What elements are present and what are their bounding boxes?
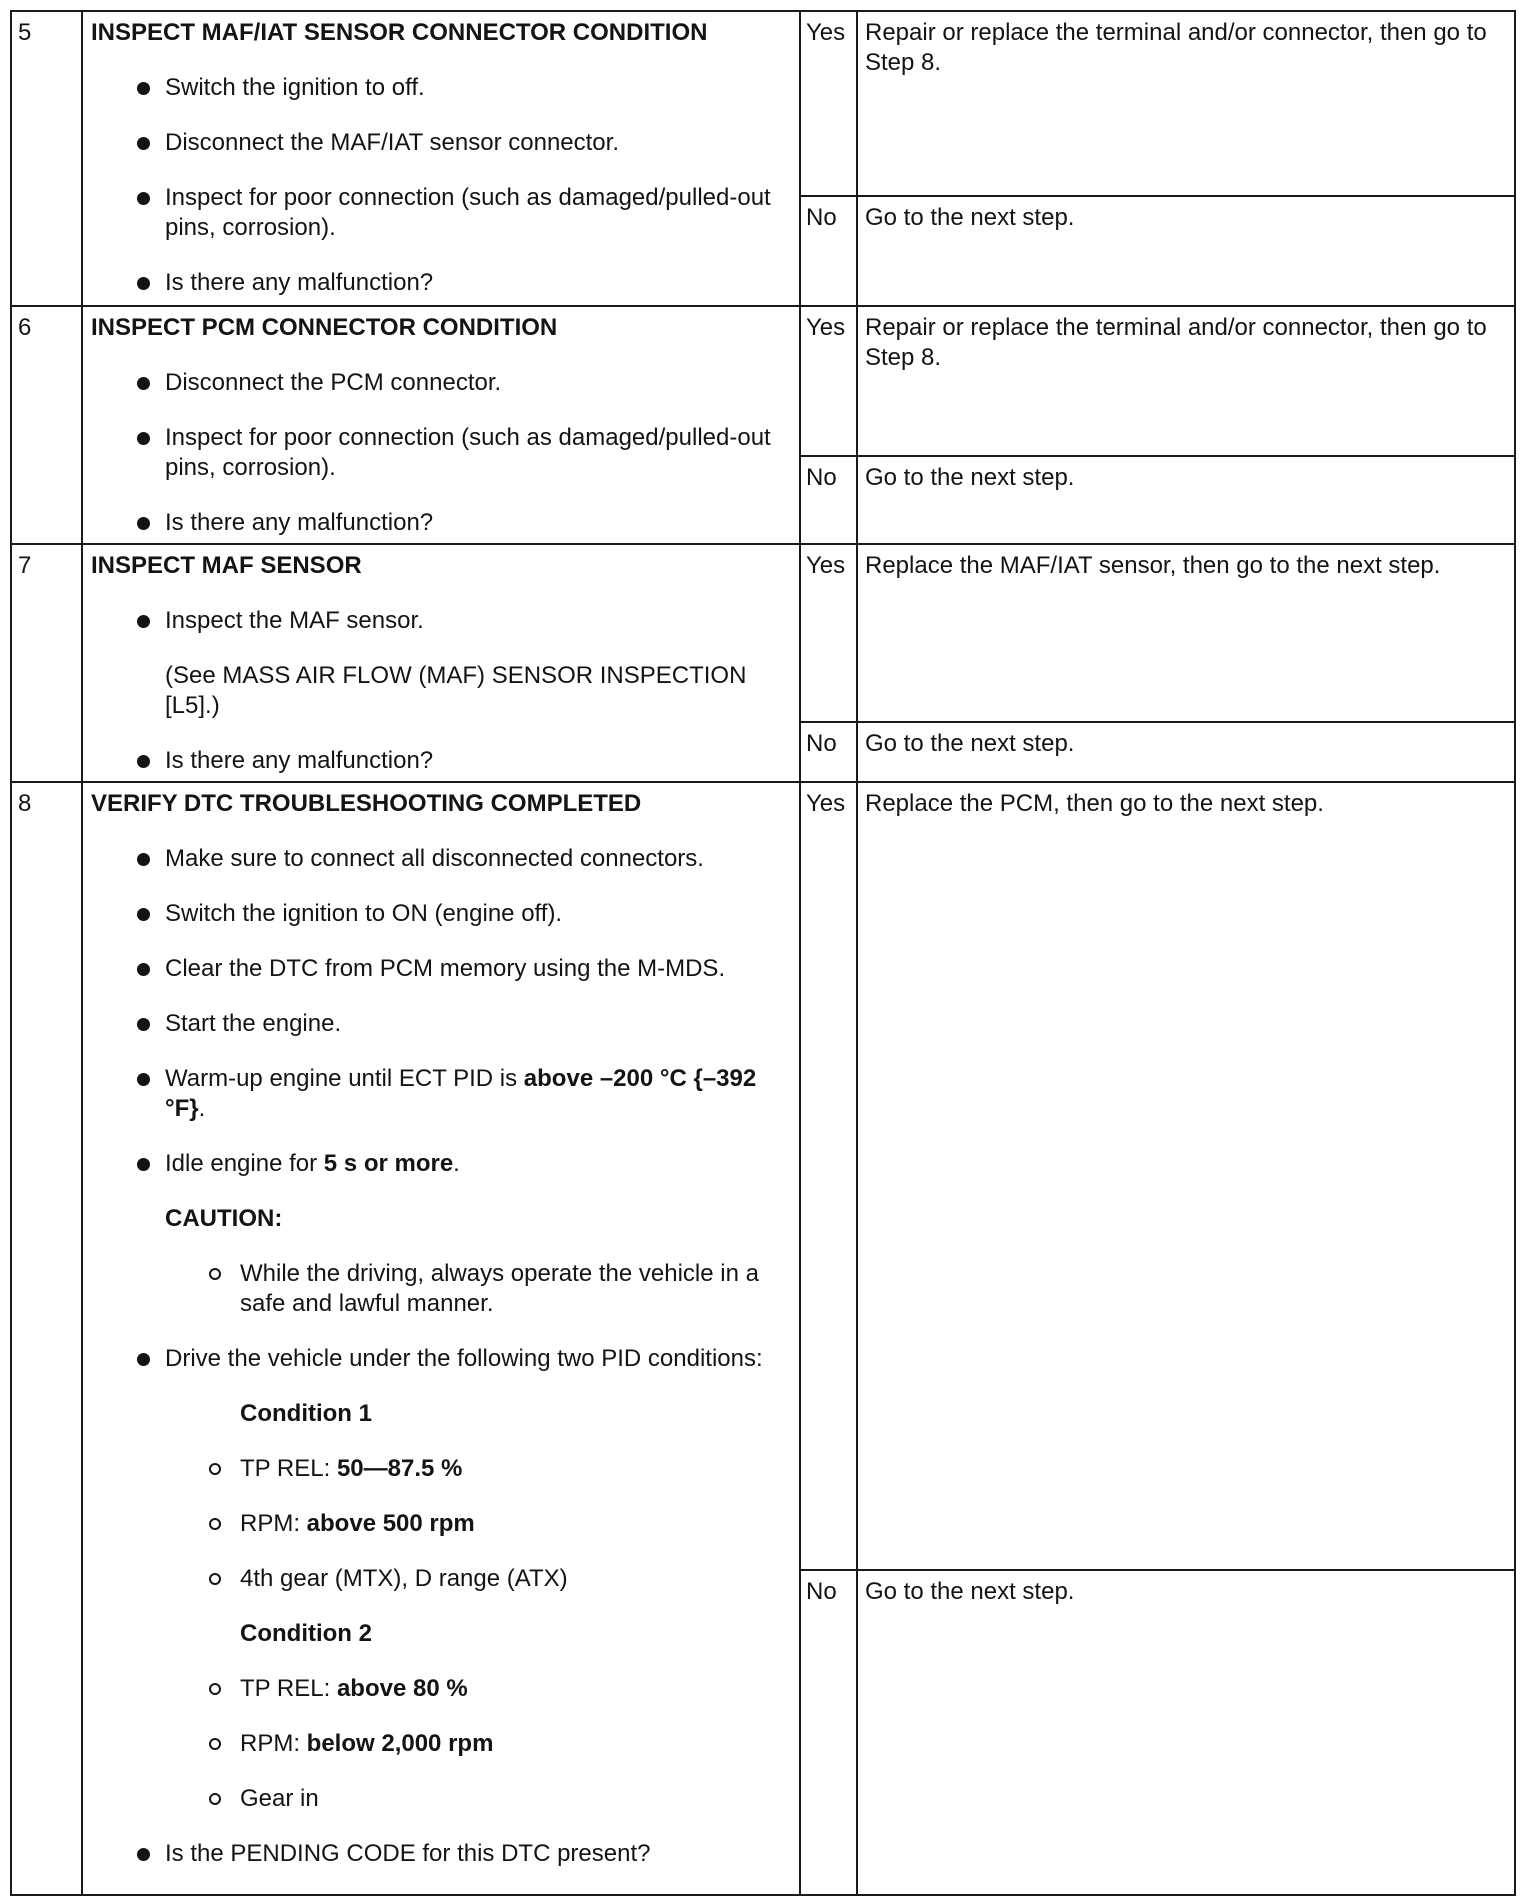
tp-rel-value: above 80 % <box>336 1675 468 1702</box>
condition-2-tp-rel <box>165 1674 789 1704</box>
step-title: INSPECT MAF/IAT SENSOR CONNECTOR CONDITION <box>91 19 708 46</box>
instruction-item: Switch the ignition to ON (engine off). <box>91 899 789 929</box>
instruction-question: Is there any malfunction? <box>91 268 789 298</box>
step-title: INSPECT MAF SENSOR <box>91 552 362 579</box>
step-8-instructions <box>91 844 789 1869</box>
instruction-item: Inspect for poor connection (such as damaged/pulled-out pins, corrosion). <box>91 423 789 483</box>
step-6-row-yes <box>11 306 1515 456</box>
step-8-row-yes <box>11 782 1515 1570</box>
no-action: Go to the next step. <box>857 1570 1515 1895</box>
no-label: No <box>800 196 857 306</box>
step-7-body <box>82 544 800 782</box>
rpm-label: RPM: <box>240 1730 307 1757</box>
step-number: 6 <box>11 306 82 544</box>
yes-label: Yes <box>800 11 857 196</box>
no-action: Go to the next step. <box>857 722 1515 782</box>
step-5-row-yes <box>11 11 1515 196</box>
rpm-value: above 500 rpm <box>306 1510 475 1537</box>
instruction-question: Is the PENDING CODE for this DTC present? <box>91 1839 789 1869</box>
condition-1-rpm <box>165 1509 789 1539</box>
caution-label: CAUTION: <box>165 1205 283 1232</box>
instruction-item: Inspect for poor connection (such as damaged/pulled-out pins, corrosion). <box>91 183 789 243</box>
yes-action: Repair or replace the terminal and/or connector, then go to Step 8. <box>857 11 1515 196</box>
instruction-item: Start the engine. <box>91 1009 789 1039</box>
condition-1-label: Condition 1 <box>240 1400 372 1427</box>
warmup-temperature: above –200 °C {–392 °F} <box>165 1065 757 1122</box>
tp-rel-value: 50—87.5 % <box>336 1455 463 1482</box>
instruction-item: Disconnect the MAF/IAT sensor connector. <box>91 128 789 158</box>
condition-1-gear: 4th gear (MTX), D range (ATX) <box>165 1564 789 1594</box>
no-action: Go to the next step. <box>857 456 1515 544</box>
step-title: INSPECT PCM CONNECTOR CONDITION <box>91 314 558 341</box>
no-label: No <box>800 1570 857 1895</box>
yes-action: Replace the MAF/IAT sensor, then go to the next step. <box>857 544 1515 722</box>
step-number: 5 <box>11 11 82 306</box>
condition-2-label: Condition 2 <box>240 1620 372 1647</box>
drive-instruction <box>91 1344 789 1814</box>
step-title: VERIFY DTC TROUBLESHOOTING COMPLETED <box>91 790 642 817</box>
no-label: No <box>800 722 857 782</box>
idle-suffix: . <box>453 1150 460 1177</box>
step-6-instructions <box>91 368 789 538</box>
instruction-question: Is there any malfunction? <box>91 508 789 538</box>
step-7-instructions <box>91 606 789 776</box>
yes-label: Yes <box>800 306 857 456</box>
step-7-row-yes <box>11 544 1515 722</box>
yes-action: Repair or replace the terminal and/or connector, then go to Step 8. <box>857 306 1515 456</box>
drive-text: Drive the vehicle under the following two PID conditions: <box>165 1345 763 1372</box>
idle-instruction <box>91 1149 789 1319</box>
idle-prefix: Idle engine for <box>165 1150 324 1177</box>
yes-label: Yes <box>800 782 857 1570</box>
reference-note: (See MASS AIR FLOW (MAF) SENSOR INSPECTION [L5].) <box>165 662 747 719</box>
condition-2-gear: Gear in <box>165 1784 789 1814</box>
no-label: No <box>800 456 857 544</box>
tp-rel-label: TP REL: <box>240 1675 337 1702</box>
step-5-instructions <box>91 73 789 298</box>
step-5-body <box>82 11 800 306</box>
instruction-item: Clear the DTC from PCM memory using the M-MDS. <box>91 954 789 984</box>
instruction-item: Make sure to connect all disconnected connectors. <box>91 844 789 874</box>
troubleshooting-table <box>10 10 1516 1896</box>
caution-item: While the driving, always operate the vehicle in a safe and lawful manner. <box>165 1259 789 1319</box>
idle-duration: 5 s or more <box>323 1150 454 1177</box>
step-number: 7 <box>11 544 82 782</box>
caution-list <box>165 1259 789 1319</box>
step-number: 8 <box>11 782 82 1895</box>
condition-2-rpm <box>165 1729 789 1759</box>
instruction-item: Disconnect the PCM connector. <box>91 368 789 398</box>
step-6-body <box>82 306 800 544</box>
instruction-item: Inspect the MAF sensor. <box>91 606 789 636</box>
rpm-label: RPM: <box>240 1510 307 1537</box>
step-8-body <box>82 782 800 1895</box>
tp-rel-label: TP REL: <box>240 1455 337 1482</box>
rpm-value: below 2,000 rpm <box>306 1730 494 1757</box>
no-action: Go to the next step. <box>857 196 1515 306</box>
yes-label: Yes <box>800 544 857 722</box>
warmup-prefix: Warm-up engine until ECT PID is <box>165 1065 524 1092</box>
instruction-item: Switch the ignition to off. <box>91 73 789 103</box>
instruction-question: Is there any malfunction? <box>91 746 789 776</box>
warmup-instruction <box>91 1064 789 1124</box>
yes-action: Replace the PCM, then go to the next step. <box>857 782 1515 1570</box>
warmup-suffix: . <box>198 1095 206 1122</box>
condition-1-tp-rel <box>165 1454 789 1484</box>
pid-conditions-list <box>165 1399 789 1814</box>
